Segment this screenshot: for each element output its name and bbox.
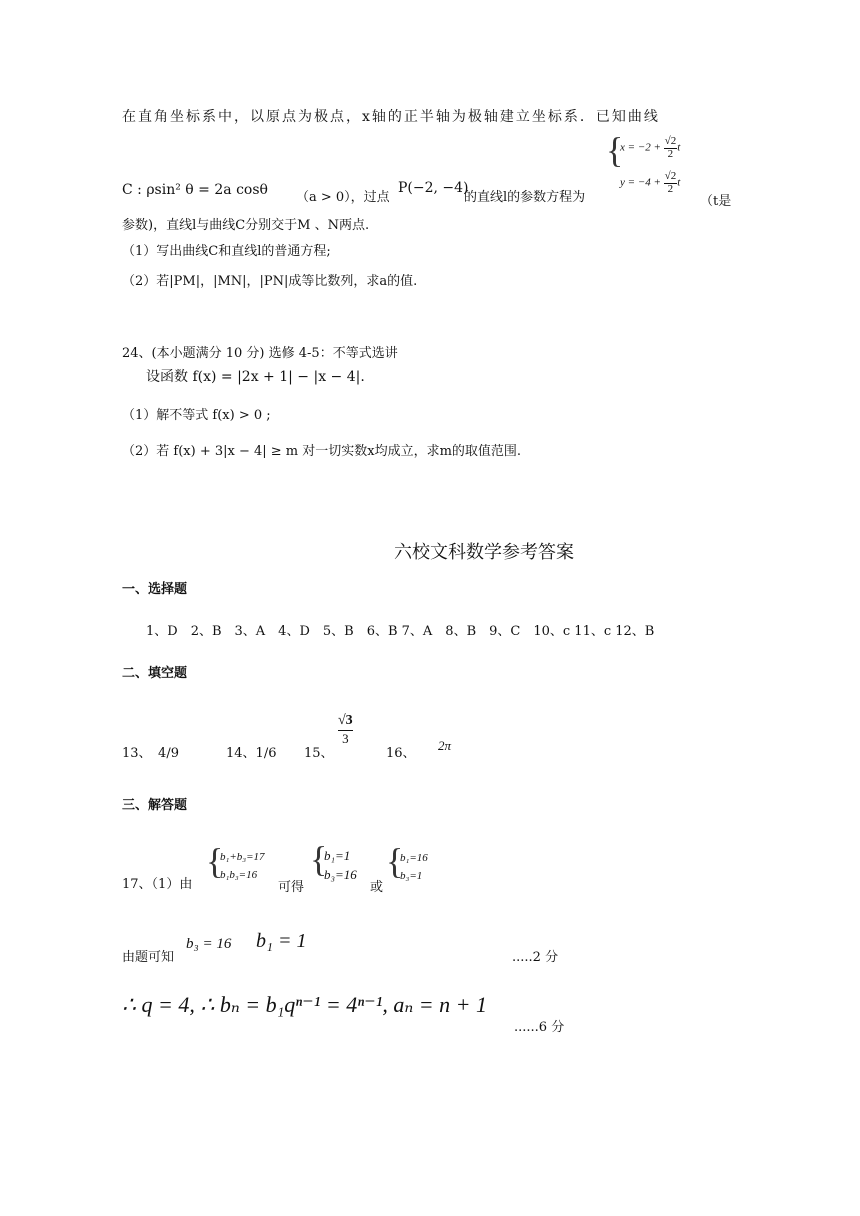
point-p: P(−2, −4) [398, 180, 469, 196]
score-6: ......6 分 [514, 1020, 565, 1035]
known-prefix: 由题可知 [122, 950, 175, 965]
solution-formula: ∴ q = 4, ∴ bₙ = b₁qⁿ⁻¹ = 4ⁿ⁻¹, aₙ = n + 1 [122, 992, 487, 1017]
fill-answer-16-label: 16、 [386, 746, 416, 761]
section-fill-heading: 二、填空题 [122, 666, 188, 681]
param-y-equation: y = −4 + $\frac{√2}{2}$ t [620, 170, 681, 195]
fill-answer-13: 13、 4/9 [122, 746, 179, 761]
s17-system1: b₁+b₃=17 b₁b₃=16 [220, 851, 265, 881]
fill-answer-14: 14、1/6 [226, 746, 277, 761]
q24-header: 24、(本小题满分 10 分) 选修 4-5：不等式选讲 [122, 346, 398, 361]
line-l-intro: 的直线l的参数方程为 [464, 190, 586, 205]
q24-part2: （2）若 f(x) + 3|x − 4| ≥ m 对一切实数x均成立，求m的取值范围. [122, 444, 522, 459]
s17-system2-brace: { [310, 839, 328, 879]
section-solution-heading: 三、解答题 [122, 798, 188, 813]
s17-system3-brace: { [386, 841, 404, 881]
q23-part1: （1）写出曲线C和直线l的普通方程; [122, 244, 331, 259]
s17-system1-brace: { [206, 841, 224, 881]
q23-intersection: 参数)，直线l与曲线C分别交于M 、N两点. [122, 218, 370, 233]
curve-c-equation: C : ρsin² θ = 2a cosθ [122, 182, 268, 198]
answer-key-title: 六校文科数学参考答案 [394, 542, 574, 563]
section-choice-heading: 一、选择题 [122, 582, 188, 597]
a-condition: （a > 0），过点 [296, 190, 390, 205]
q23-intro: 在直角坐标系中，以原点为极点，x轴的正半轴为极轴建立坐标系．已知曲线 [122, 109, 660, 125]
q24-function-def: 设函数 f(x) = |2x + 1| − |x − 4|. [146, 369, 365, 385]
t-param-note: （t是 [700, 194, 732, 209]
param-system-brace: { [606, 130, 624, 170]
s17-or: 或 [370, 880, 384, 895]
s17-derive: 可得 [278, 880, 305, 895]
param-x-equation: x = −2 + $\frac{√2}{2}$ t [620, 135, 681, 160]
s17-system3: b₁=16 b₃=1 [400, 852, 428, 882]
fill-answer-15-label: 15、 [304, 746, 334, 761]
s17-prefix: 17、（1）由 [122, 877, 193, 892]
score-2: .....2 分 [512, 950, 559, 965]
fill-answer-15-fraction: √3 3 [338, 713, 353, 746]
q23-part2: （2）若|PM|，|MN|，|PN|成等比数列，求a的值. [122, 274, 418, 289]
known-b3: b₃ = 16 [186, 936, 232, 952]
s17-system2: b₁=1 b₃=16 [324, 848, 357, 882]
known-b1: b₁ = 1 [256, 930, 307, 952]
q24-part1: （1）解不等式 f(x) > 0 ; [122, 408, 271, 423]
choice-answers: 1、D 2、B 3、A 4、D 5、B 6、B 7、A 8、B 9、C 10、c 11、c 12、B [146, 624, 655, 639]
fill-answer-16-value: 2π [438, 738, 452, 753]
